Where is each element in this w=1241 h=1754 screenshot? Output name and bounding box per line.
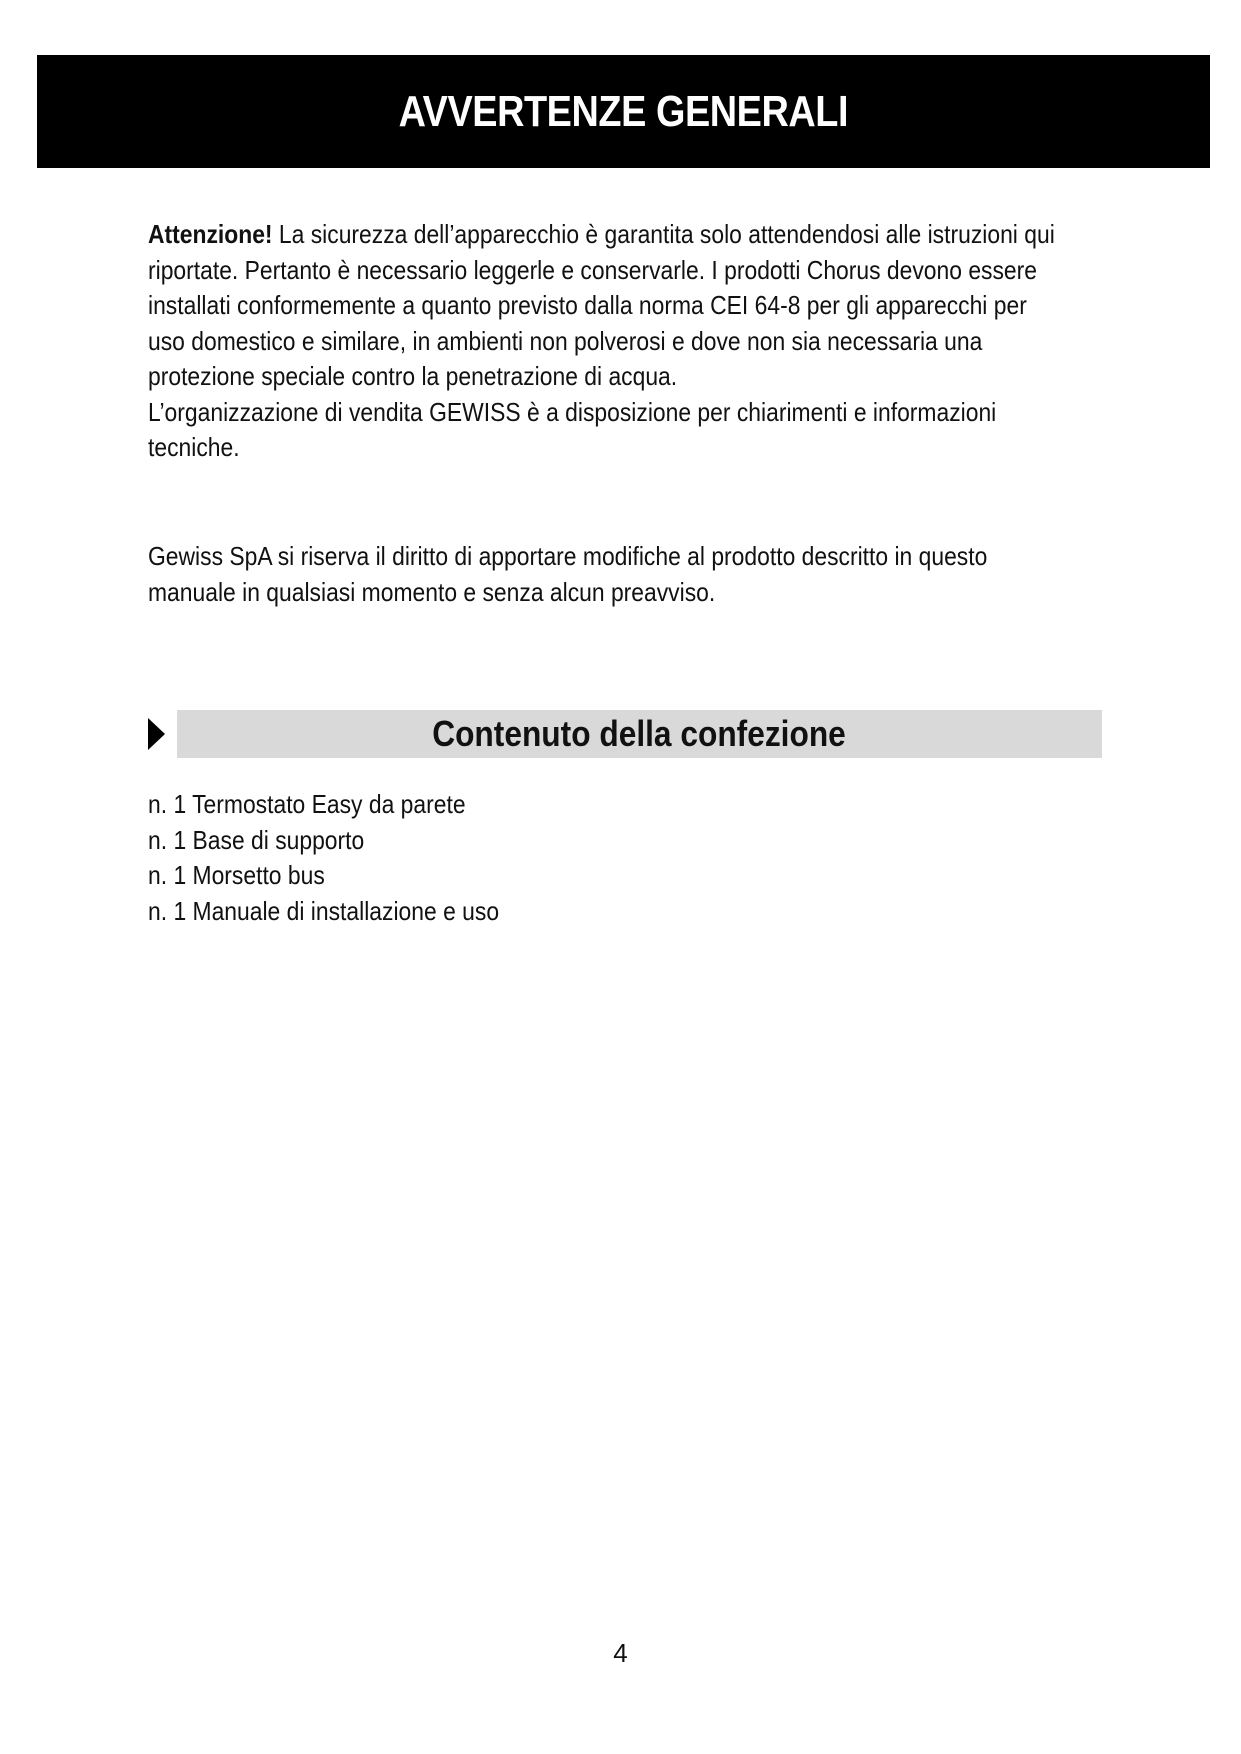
list-item: n. 1 Manuale di installazione e uso (148, 895, 500, 926)
warning-line-4: uso domestico e similare, in ambienti non polverosi e dove non sia necessaria una (148, 325, 983, 356)
warning-line-2: riportate. Pertanto è necessario leggerle e conservarle. I prodotti Chorus devono essere (148, 254, 1038, 285)
reserve-line-1: Gewiss SpA si riserva il diritto di apportare modifiche al prodotto descritto in questo (148, 541, 988, 571)
arrow-right-icon (148, 718, 165, 750)
warning-lead: Attenzione! (148, 219, 273, 249)
warning-line-5: protezione speciale contro la penetrazione di acqua. (148, 361, 678, 391)
warning-line-1-text: La sicurezza dell’apparecchio è garantita solo attendendosi alle istruzioni qui (272, 219, 1055, 249)
contents-list (148, 787, 547, 929)
page-header-bar (37, 55, 1210, 168)
page-title: AVVERTENZE GENERALI (398, 86, 849, 136)
reserve-line-2: manuale in qualsiasi momento e senza alcun preavviso. (148, 576, 716, 607)
section-banner (177, 710, 1102, 758)
warning-line-3: installati conformemente a quanto previsto dalla norma CEI 64-8 per gli apparecchi per (148, 290, 1027, 320)
warning-line-6: L’organizzazione di vendita GEWISS è a disposizione per chiarimenti e informazioni (148, 396, 997, 427)
warning-paragraph (148, 217, 1128, 466)
list-item: n. 1 Termostato Easy da parete (148, 789, 466, 819)
warning-line-1 (148, 217, 1055, 253)
warning-line-7: tecniche. (148, 432, 240, 462)
page-number: 4 (613, 1638, 628, 1668)
list-item: n. 1 Morsetto bus (148, 860, 325, 890)
reserve-paragraph (148, 539, 1128, 610)
contents-section-heading (148, 710, 1102, 758)
list-item: n. 1 Base di supporto (148, 824, 365, 855)
section-title: Contenuto della confezione (432, 713, 847, 754)
